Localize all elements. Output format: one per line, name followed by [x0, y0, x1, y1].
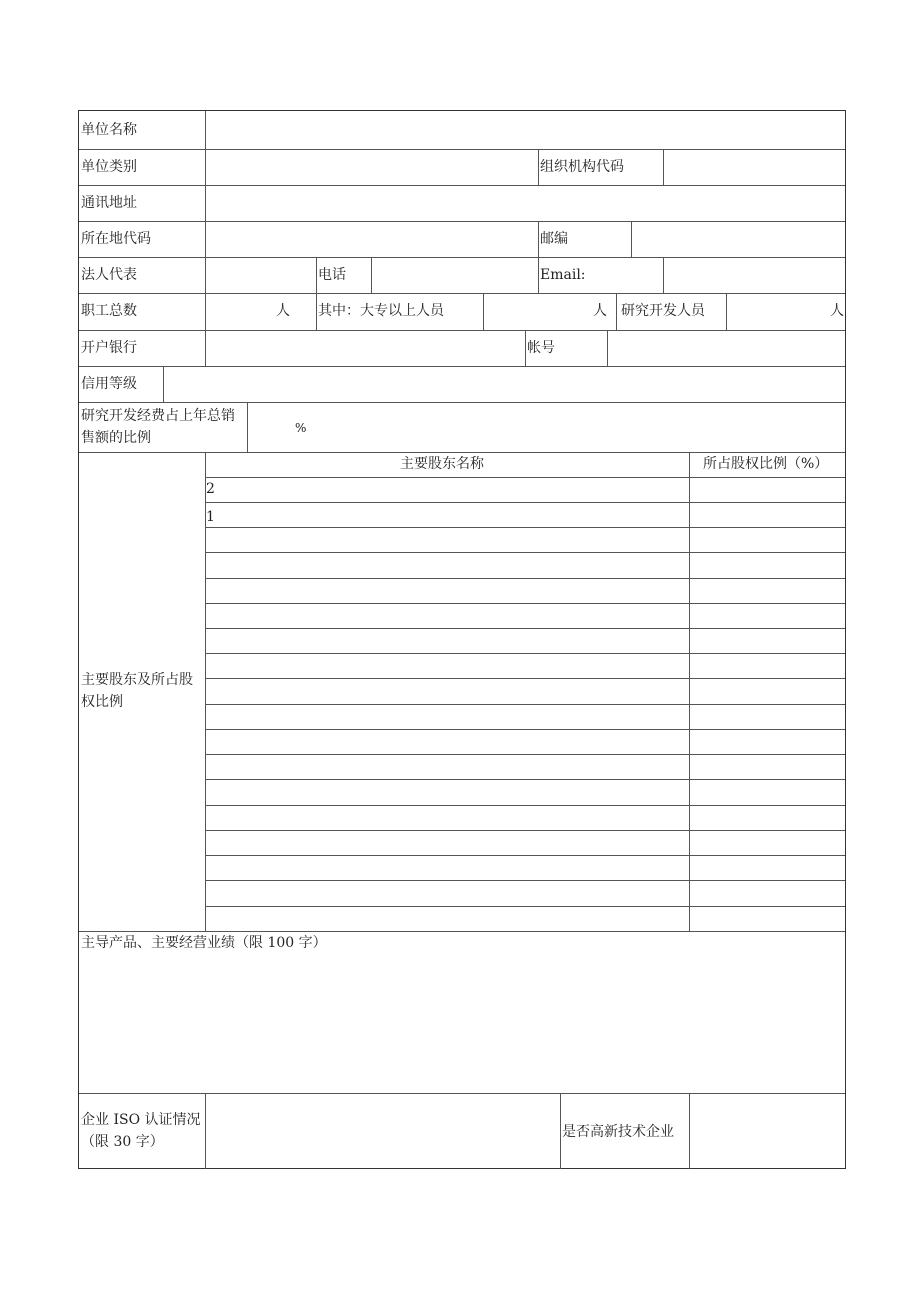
email-label: Email: — [540, 267, 586, 283]
shareholder-row-divider — [205, 704, 845, 705]
shareholder-row-divider — [205, 729, 845, 730]
credit-field[interactable] — [164, 367, 844, 401]
staff-total-label: 职工总数 — [81, 303, 137, 319]
shareholder-row-divider — [205, 477, 845, 478]
shareholder-row-divider — [205, 830, 845, 831]
shareholder-row-divider — [205, 678, 845, 679]
address-field[interactable] — [206, 186, 844, 220]
org-code-label: 组织机构代码 — [540, 159, 624, 175]
shareholder-row-divider — [205, 628, 845, 629]
postcode-field[interactable] — [632, 222, 844, 256]
bank-label: 开户银行 — [81, 340, 137, 356]
staff-total-field[interactable] — [206, 294, 315, 329]
shareholder-row-divider — [205, 779, 845, 780]
postcode-label: 邮编 — [540, 231, 568, 247]
rd-staff-field[interactable] — [727, 294, 844, 329]
org-code-field[interactable] — [664, 150, 844, 184]
col-divider — [538, 221, 539, 257]
row-divider — [79, 931, 845, 932]
col-divider — [538, 149, 539, 185]
enterprise-info-form — [78, 110, 846, 1169]
percent-unit: % — [295, 421, 307, 435]
shareholder-row-divider — [205, 653, 845, 654]
col-divider — [316, 257, 317, 293]
hightech-field[interactable] — [690, 1094, 844, 1168]
person-unit: 人 — [830, 303, 844, 319]
account-field[interactable] — [608, 331, 844, 365]
shareholder-row-divider — [205, 805, 845, 806]
shareholder-name-cell[interactable]: 1 — [206, 509, 215, 525]
phone-label: 电话 — [318, 267, 346, 283]
credit-label: 信用等级 — [81, 376, 137, 392]
shareholders-label: 主要股东及所占股权比例 — [81, 672, 193, 710]
hightech-label: 是否高新技术企业 — [562, 1124, 674, 1140]
shareholder-name-header: 主要股东名称 — [400, 456, 484, 472]
col-divider — [525, 330, 526, 366]
shareholder-row-divider — [205, 855, 845, 856]
rd-ratio-label: 研究开发经费占上年总销售额的比例 — [81, 408, 235, 446]
col-divider — [560, 1093, 561, 1169]
products-field[interactable] — [80, 956, 844, 1092]
shareholder-row-divider — [205, 578, 845, 579]
unit-name-label: 单位名称 — [81, 122, 137, 138]
person-unit: 人 — [593, 303, 607, 319]
shareholder-ratio-header: 所占股权比例（%） — [703, 456, 829, 472]
unit-type-field[interactable] — [206, 150, 537, 184]
shareholder-row-divider — [205, 502, 845, 503]
person-unit: 人 — [276, 303, 290, 319]
address-label: 通讯地址 — [81, 195, 137, 211]
shareholder-row-divider — [205, 880, 845, 881]
col-divider — [689, 452, 690, 931]
shareholder-row-divider — [205, 552, 845, 553]
row-divider — [79, 452, 845, 453]
account-label: 帐号 — [527, 340, 555, 356]
iso-label: 企业 ISO 认证情况（限 30 字） — [81, 1112, 201, 1150]
region-code-field[interactable] — [206, 222, 537, 256]
shareholder-row-divider — [205, 603, 845, 604]
shareholder-row-divider — [205, 906, 845, 907]
college-staff-label: 其中：大专以上人员 — [318, 303, 444, 319]
shareholder-row-divider — [205, 527, 845, 528]
col-divider — [616, 293, 617, 330]
shareholder-row-divider — [205, 754, 845, 755]
shareholder-name-cell[interactable]: 2 — [206, 481, 215, 497]
col-divider — [538, 257, 539, 293]
unit-name-field[interactable] — [206, 112, 844, 148]
region-code-label: 所在地代码 — [81, 231, 151, 247]
products-label: 主导产品、主要经营业绩（限 100 字） — [81, 935, 327, 951]
bank-field[interactable] — [206, 331, 524, 365]
rd-ratio-field[interactable] — [248, 403, 844, 451]
email-field[interactable] — [664, 258, 844, 292]
phone-field[interactable] — [372, 258, 537, 292]
rd-staff-label: 研究开发人员 — [621, 303, 705, 319]
col-divider — [316, 293, 317, 330]
iso-field[interactable] — [206, 1094, 559, 1168]
unit-type-label: 单位类别 — [81, 159, 137, 175]
legal-rep-field[interactable] — [206, 258, 315, 292]
legal-rep-label: 法人代表 — [81, 267, 137, 283]
